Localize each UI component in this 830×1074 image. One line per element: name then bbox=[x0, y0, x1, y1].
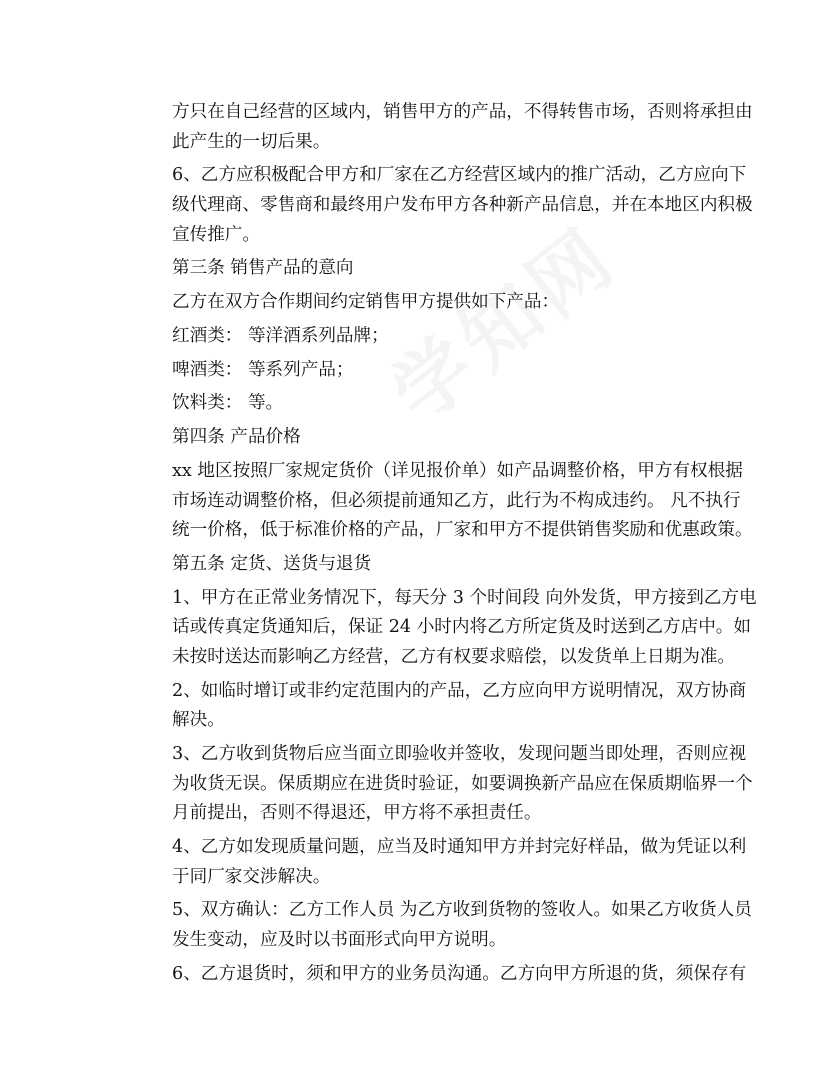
text-line: 发生变动，应及时以书面形式向甲方说明。 bbox=[172, 930, 507, 951]
text-line: 6、乙方应积极配合甲方和厂家在乙方经营区域内的推广活动，乙方应向下 bbox=[172, 165, 747, 186]
paragraph bbox=[172, 322, 732, 352]
paragraph bbox=[172, 550, 732, 580]
text-line: 啤酒类： 等系列产品； bbox=[172, 359, 354, 380]
paragraph bbox=[172, 457, 753, 546]
document-body bbox=[172, 98, 757, 994]
text-line: 第五条 定货、送货与退货 bbox=[172, 554, 372, 574]
paragraph bbox=[172, 960, 747, 990]
text-line: 解决。 bbox=[172, 710, 225, 731]
text-line: 话或传真定货通知后，保证 24 小时内将乙方所定货及时送到乙方店中。如 bbox=[172, 617, 751, 638]
text-line: 此产生的一切后果。 bbox=[172, 131, 331, 152]
paragraph bbox=[172, 356, 732, 386]
text-line: 6、乙方退货时，须和甲方的业务员沟通。乙方向甲方所退的货，须保存有 bbox=[172, 963, 747, 984]
text-line: 第四条 产品价格 bbox=[172, 427, 301, 448]
paragraph bbox=[172, 740, 753, 829]
text-line: 市场连动调整价格，但必须提前通知乙方，此行为不构成违约。 凡不执行 bbox=[172, 490, 741, 511]
paragraph bbox=[172, 98, 753, 157]
text-line: 乙方在双方合作期间约定销售甲方提供如下产品： bbox=[172, 292, 560, 313]
text-line: 为收货无误。保质期应在进货时验证，如要调换新产品应在保质期临界一个 bbox=[172, 773, 753, 794]
text-line: 饮料类： 等。 bbox=[172, 393, 284, 414]
paragraph bbox=[172, 254, 732, 284]
text-line: 统一价格，低于标准价格的产品，厂家和甲方不提供销售奖励和优惠政策。 bbox=[172, 520, 753, 541]
text-line: 未按时送达而影响乙方经营，乙方有权要求赔偿，以发货单上日期为准。 bbox=[172, 646, 736, 667]
paragraph bbox=[172, 896, 752, 955]
text-line: 方只在自己经营的区域内，销售甲方的产品，不得转售市场，否则将承担由 bbox=[172, 102, 753, 122]
text-line: 级代理商、零售商和最终用户发布甲方各种新产品信息，并在本地区内积极 bbox=[172, 194, 753, 215]
text-line: 于同厂家交涉解决。 bbox=[172, 866, 331, 887]
text-line: 月前提出，否则不得退还，甲方将不承担责任。 bbox=[172, 803, 542, 824]
text-line: 第三条 销售产品的意向 bbox=[172, 258, 354, 279]
paragraph bbox=[172, 389, 732, 419]
paragraph bbox=[172, 288, 732, 318]
text-line: 4、乙方如发现质量问题，应当及时通知甲方并封完好样品，做为凭证以利 bbox=[172, 837, 747, 858]
paragraph bbox=[172, 584, 757, 673]
paragraph bbox=[172, 161, 753, 250]
text-line: 1、甲方在正常业务情况下，每天分 3 个时间段 向外发货，甲方接到乙方电 bbox=[172, 587, 757, 608]
text-line: xx 地区按照厂家规定货价（详见报价单）如产品调整价格，甲方有权根据 bbox=[172, 461, 743, 482]
paragraph bbox=[172, 423, 732, 453]
text-line: 宣传推广。 bbox=[172, 224, 260, 245]
text-line: 红酒类： 等洋酒系列品牌； bbox=[172, 325, 389, 346]
text-line: 5、双方确认：乙方工作人员 为乙方收到货物的签收人。如果乙方收货人员 bbox=[172, 900, 752, 921]
text-line: 2、如临时增订或非约定范围内的产品，乙方应向甲方说明情况，双方协商 bbox=[172, 680, 747, 701]
text-line: 3、乙方收到货物后应当面立即验收并签收，发现问题当即处理，否则应视 bbox=[172, 744, 747, 765]
paragraph bbox=[172, 677, 747, 736]
paragraph bbox=[172, 833, 747, 892]
